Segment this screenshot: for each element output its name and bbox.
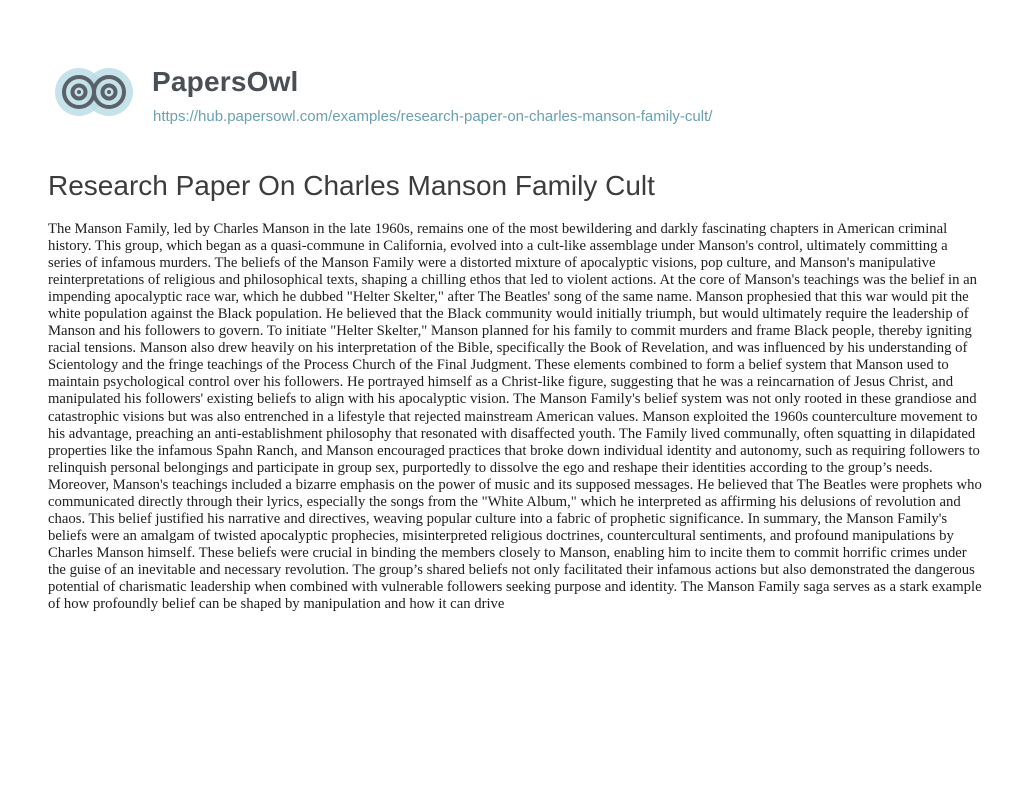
owl-eyes-icon (48, 58, 148, 158)
page-url[interactable]: https://hub.papersowl.com/examples/research-paper-on-charles-manson-family-cult/ (153, 108, 713, 125)
page-title: Research Paper On Charles Manson Family Cult (48, 170, 655, 201)
brand-name[interactable]: PapersOwl (152, 66, 299, 97)
document-body: The Manson Family, led by Charles Manson in the late 1960s, remains one of the most bewildering and darkly fascinating chapters in American criminal history. This group, which began as a quasi-commune in California, evolved into a cult-like assemblage under Manson's control, ultimately committing a series of infamous murders. The beliefs of the Manson Family were a distorted mixture of apocalyptic visions, pop culture, and Manson's manipulative reinterpretations of religious and philosophical texts, shaping a chilling ethos that led to violent actions. At the core of Manson's teachings was the belief in an impending apocalyptic race war, which he dubbed "Helter Skelter," after The Beatles' song of the same name. Manson prophesied that this war would pit the white population against the Black population. He believed that the Black community would initially triumph, but would ultimately require the leadership of Manson and his followers to govern. To initiate "Helter Skelter," Manson planned for his family to commit murders and frame Black people, thereby igniting racial tensions. Manson also drew heavily on his interpretation of the Bible, specifically the Book of Revelation, and was influenced by his understanding of Scientology and the fringe teachings of the Process Church of the Final Judgment. These elements combined to form a belief system that Manson used to maintain psychological control over his followers. He portrayed himself as a Christ-like figure, suggesting that he was a reincarnation of Jesus Christ, and manipulated his followers' existing beliefs to align with his apocalyptic vision. The Manson Family's belief system was not only rooted in these grandiose and catastrophic visions but was also entrenched in a lifestyle that rejected mainstream American values. Manson exploited the 1960s counterculture movement to his advantage, preaching an anti-establishment philosophy that resonated with disaffected youth. The Family lived communally, often squatting in dilapidated properties like the infamous Spahn Ranch, and Manson encouraged practices that broke down individual identity and autonomy, such as requiring followers to relinquish personal belongings and participate in group sex, purportedly to dissolve the ego and reshape their identities according to the group’s needs. Moreover, Manson's teachings included a bizarre emphasis on the power of music and its supposed messages. He believed that The Beatles were prophets who communicated directly through their lyrics, especially the songs from the "White Album," which he interpreted as affirming his delusions of revolution and chaos. This belief justified his narrative and directives, weaving popular culture into a fabric of prophetic significance. In summary, the Manson Family's beliefs were an amalgam of twisted apocalyptic prophecies, misinterpreted religious doctrines, countercultural sentiments, and profound manipulations by Charles Manson himself. These beliefs were crucial in binding the members closely to Manson, enabling him to incite them to commit horrific crimes under the guise of an inevitable and necessary revolution. The group’s shared beliefs not only facilitated their infamous actions but also demonstrated the dangerous potential of charismatic leadership when combined with vulnerable followers seeking purpose and identity. The Manson Family saga serves as a stark example of how profoundly belief can be shaped by manipulation and how it can drive (48, 221, 982, 613)
site-header (0, 0, 1024, 150)
